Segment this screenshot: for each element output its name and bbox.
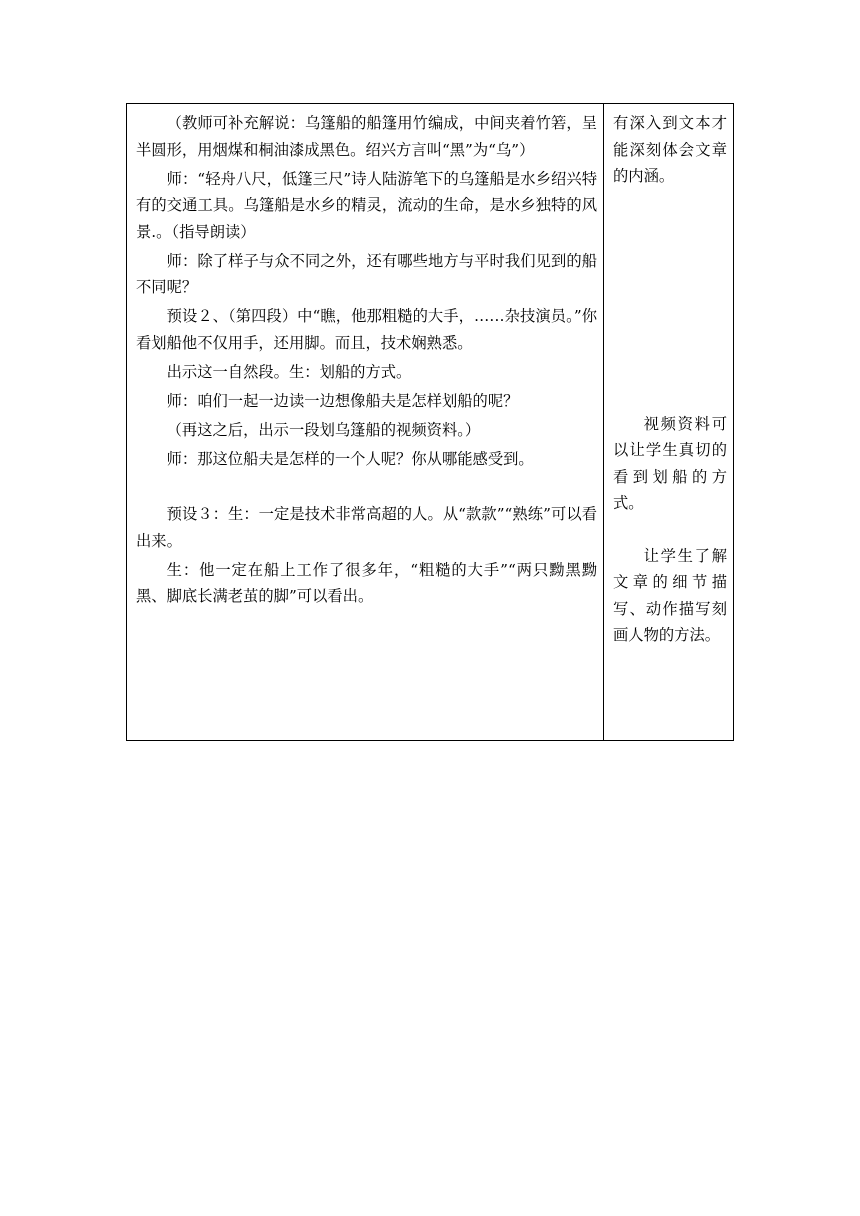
design-intent-column — [604, 104, 733, 740]
paragraph-teacher-intro: 师：“轻舟八尺，低篷三尺”诗人陆游笔下的乌篷船是水乡绍兴特有的交通工具。乌篷船是水乡的精灵，流动的生命，是水乡独特的风景.。（指导朗读） — [136, 169, 597, 241]
side-note-text-depth: 有深入到文本才能深刻体会文章的内涵。 — [613, 114, 727, 185]
side-spacer — [613, 517, 727, 543]
paragraph-teacher-question: 师：除了样子与众不同之外，还有哪些地方与平时我们见到的船不同呢？ — [136, 251, 597, 296]
paragraph-student-answer: 生：他一定在船上工作了很多年，“粗糙的大手”“两只黝黑黝黑、脚底长满老茧的脚”可以看出。 — [136, 560, 597, 605]
paragraph-boatman-question: 师：那这位船夫是怎样的一个人呢？你从哪能感受到。 — [166, 449, 534, 468]
paragraph-preset-3: 预设３：生：一定是技术非常高超的人。从“款款”“熟练”可以看出来。 — [136, 505, 597, 550]
lesson-plan-table — [126, 103, 734, 741]
paragraph-preset-2: 预设２、（第四段）中“瞧，他那粗糙的大手，……杂技演员。”你看划船他不仅用手，还用脚。而且，技术娴熟悉。 — [136, 307, 597, 352]
teaching-process-column — [127, 104, 604, 740]
paragraph-show-section: 出示这一自然段。生：划船的方式。 — [166, 362, 412, 381]
side-note-video: 视频资料可以让学生真切的看到划船的方式。 — [613, 414, 727, 512]
blank-line — [136, 475, 597, 502]
side-spacer — [613, 190, 727, 411]
paragraph-video: （再这之后，出示一段划乌篷船的视频资料。） — [166, 420, 481, 439]
side-note-detail: 让学生了解文章的细节描写、动作描写刻画人物的方法。 — [613, 546, 727, 644]
paragraph-read-together: 师：咱们一起一边读一边想像船夫是怎样划船的呢？ — [166, 391, 519, 410]
paragraph-teacher-note: （教师可补充解说：乌篷船的船篷用竹编成，中间夹着竹箬，呈半圆形，用烟煤和桐油漆成黑色。绍兴方言叫“黑”为“乌”） — [136, 114, 597, 159]
